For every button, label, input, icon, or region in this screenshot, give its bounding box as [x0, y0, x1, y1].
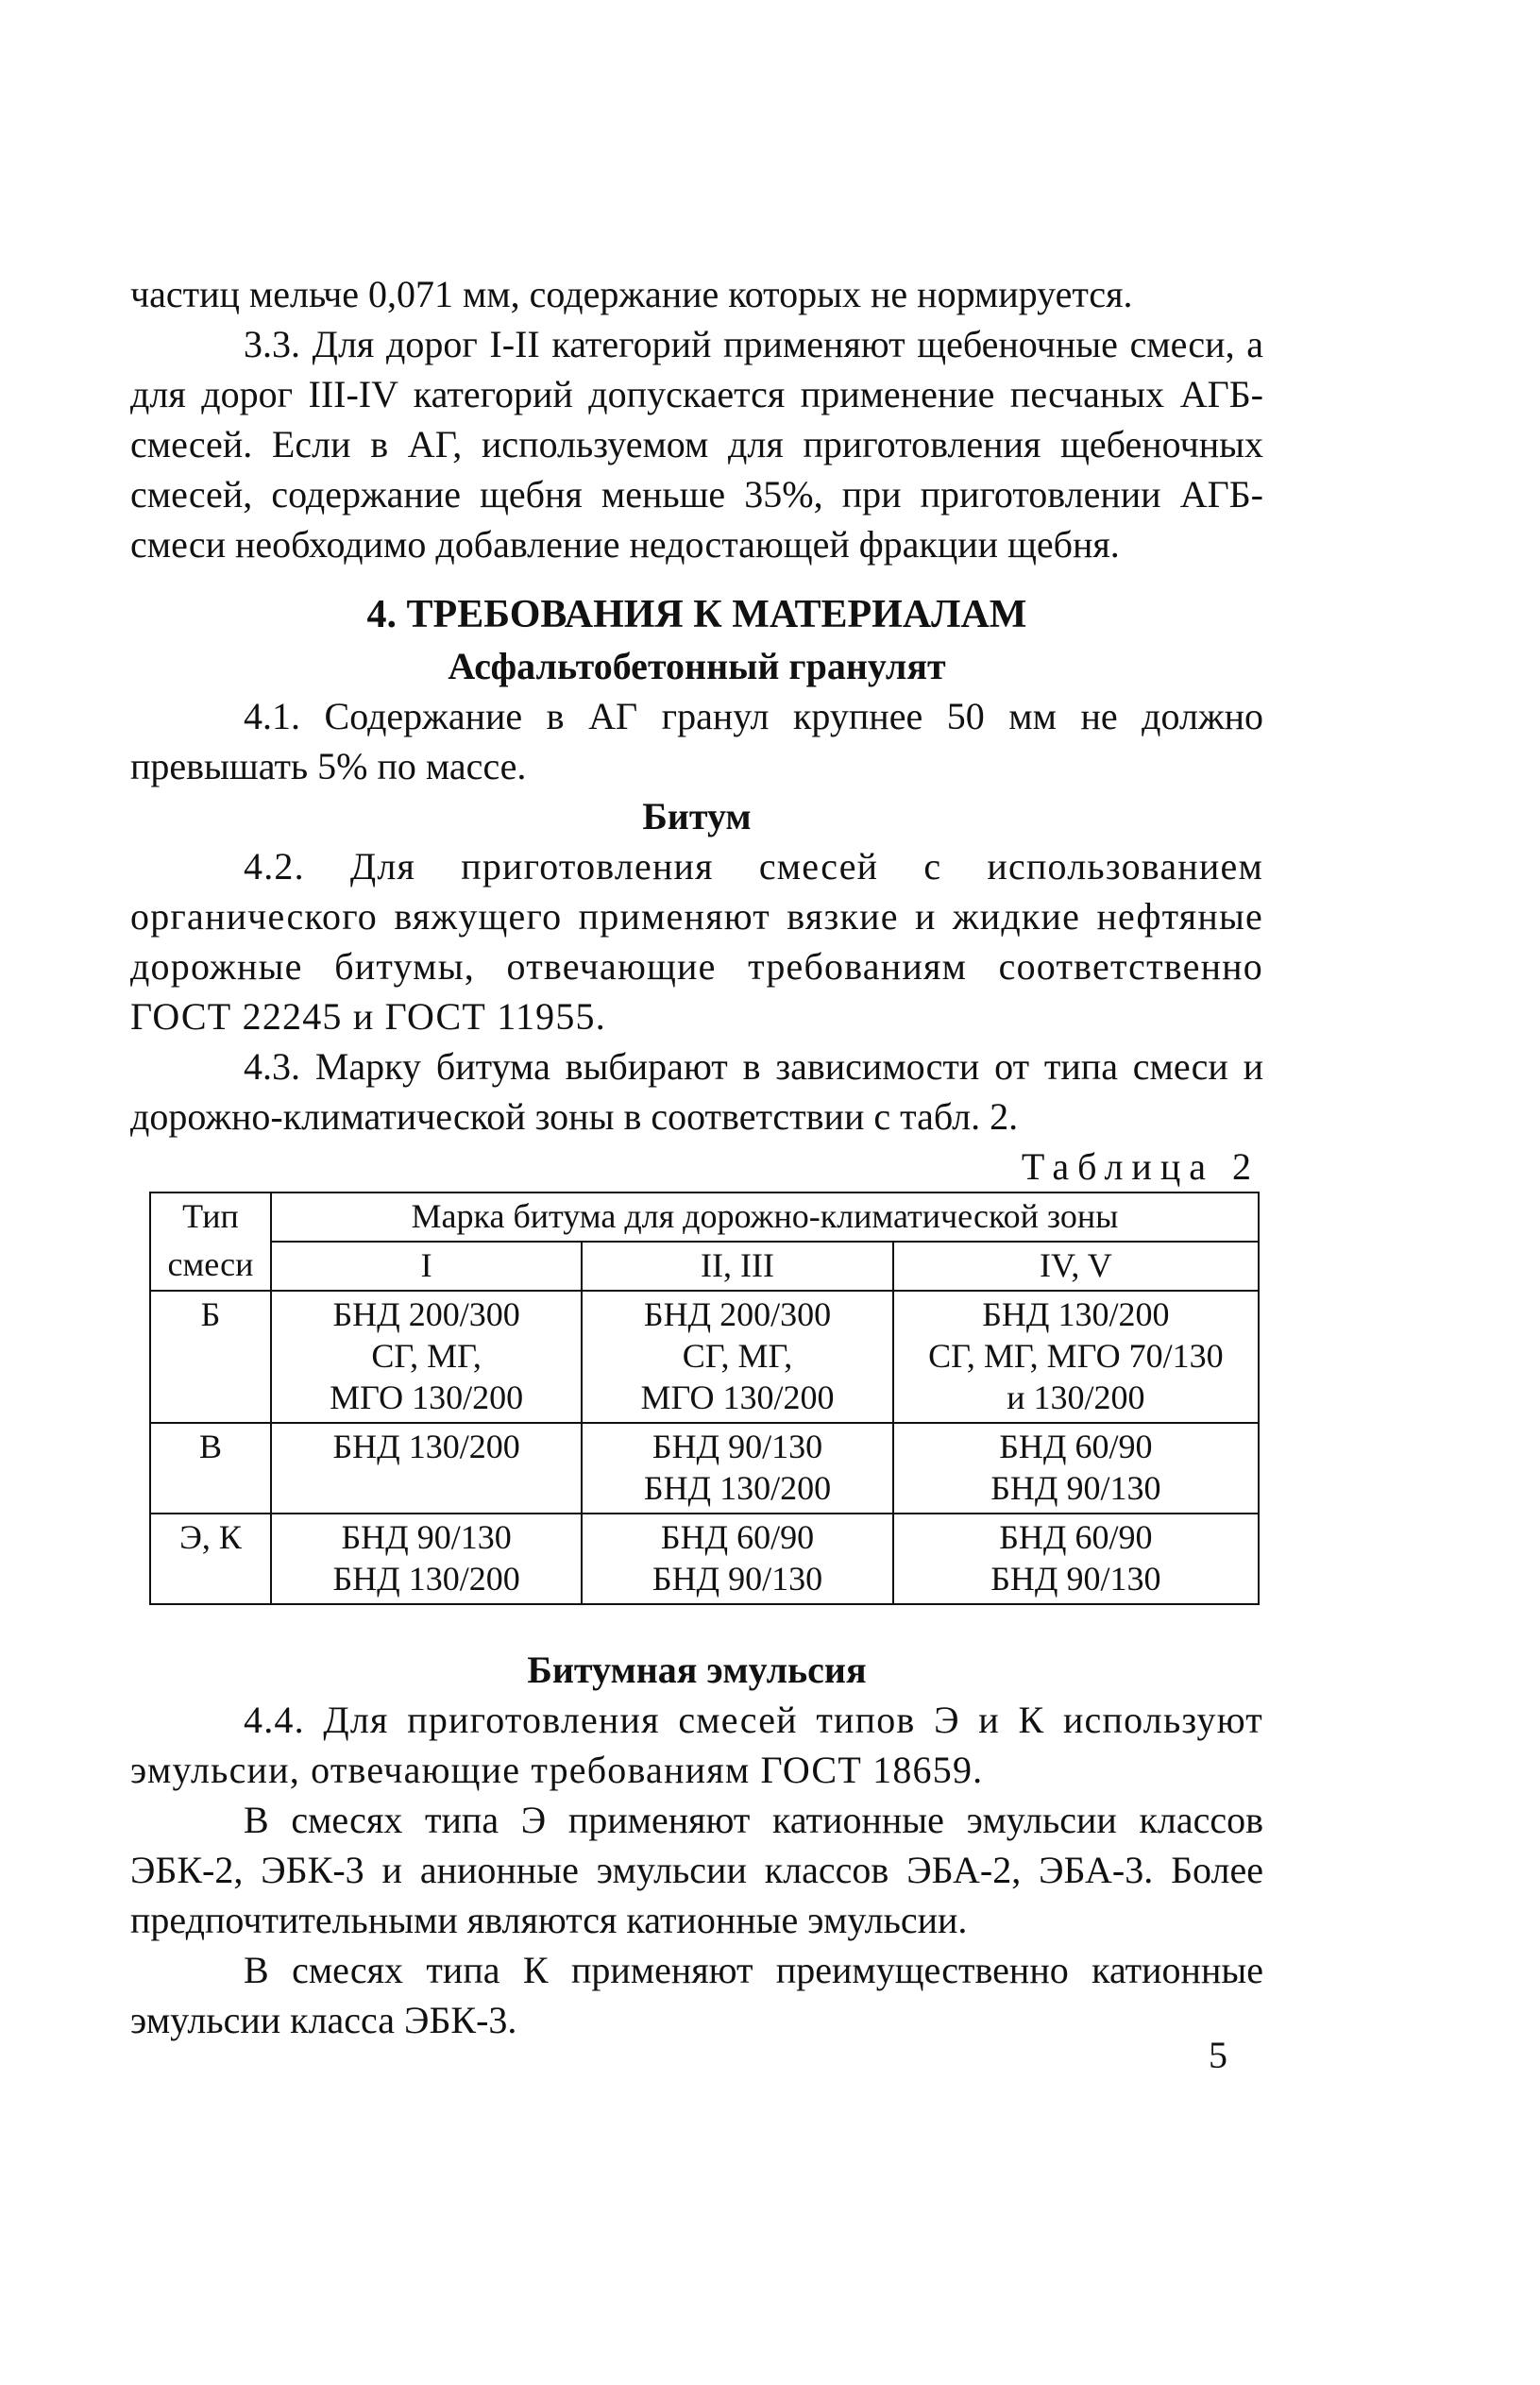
subsection-emulsion: Битумная эмульсия: [527, 1649, 867, 1691]
table-cell: БНД 60/90 БНД 90/130: [893, 1514, 1259, 1604]
zone-header: II, III: [582, 1242, 892, 1291]
table-cell: БНД 90/130 БНД 130/200: [271, 1514, 582, 1604]
table-cell: БНД 130/200 СГ, МГ, МГО 70/130 и 130/200: [893, 1291, 1259, 1423]
header-type-continued: смеси: [150, 1242, 271, 1291]
page-body: [130, 269, 1263, 2045]
paragraph-3-3: 3.3. Для дорог I-II категорий применяют щебеночные смеси, а для дорог III-IV категорий допускается применение песчаных АГБ-смесей. Если в АГ, используемом для приготовления щебеночных смесей, содержание щебня меньше 35%, при приготовлении АГБ-смеси необходимо добавление недостающей фракции щебня.: [130, 323, 1263, 566]
table-cell: БНД 90/130 БНД 130/200: [582, 1423, 892, 1514]
bitumen-table: [149, 1192, 1260, 1605]
table-row: [150, 1291, 1259, 1423]
section-title: 4. ТРЕБОВАНИЯ К МАТЕРИАЛАМ: [366, 593, 1027, 636]
table-row: [150, 1514, 1259, 1604]
paragraph-type-e: В смесях типа Э применяют катионные эмульсии классов ЭБК-2, ЭБК-3 и анионные эмульсии классов ЭБА-2, ЭБА-3. Более предпочтительными являются катионные эмульсии.: [130, 1799, 1263, 1941]
paragraph-4-2: 4.2. Для приготовления смесей с использованием органического вяжущего применяют вязкие и жидкие нефтяные дорожные битумы, отвечающие требованиям соответственно ГОСТ 22245 и ГОСТ 11955.: [130, 845, 1263, 1038]
subsection-bitumen: Битум: [642, 795, 752, 837]
paragraph-4-1: 4.1. Содержание в АГ гранул крупнее 50 мм не должно превышать 5% по массе.: [130, 695, 1263, 787]
table-cell: БНД 60/90 БНД 90/130: [582, 1514, 892, 1604]
table-header-row: [150, 1192, 1259, 1242]
table-cell: БНД 130/200: [271, 1423, 582, 1514]
row-type: Э, К: [150, 1514, 271, 1604]
subsection-granulate: Асфальтобетонный гранулят: [448, 645, 946, 687]
zone-header: IV, V: [893, 1242, 1259, 1291]
row-type: В: [150, 1423, 271, 1514]
table-cell: БНД 60/90 БНД 90/130: [893, 1423, 1259, 1514]
header-group: Марка битума для дорожно-климатической зоны: [271, 1192, 1259, 1242]
row-type: Б: [150, 1291, 271, 1423]
paragraph-continuation: частиц мельче 0,071 мм, содержание которых не нормируется.: [130, 273, 1133, 315]
table-zone-row: [150, 1242, 1259, 1291]
paragraph-4-4: 4.4. Для приготовления смесей типов Э и К используют эмульсии, отвечающие требованиям ГОСТ 18659.: [130, 1699, 1263, 1791]
table-cell: БНД 200/300 СГ, МГ, МГО 130/200: [582, 1291, 892, 1423]
page-number: 5: [1209, 2034, 1227, 2076]
table-row: [150, 1423, 1259, 1514]
zone-header: I: [271, 1242, 582, 1291]
header-type: Тип: [150, 1192, 271, 1242]
table-caption: Таблица 2: [1021, 1145, 1260, 1188]
paragraph-type-k: В смесях типа К применяют преимущественно катионные эмульсии класса ЭБК-3.: [130, 1949, 1263, 2041]
table-cell: БНД 200/300 СГ, МГ, МГО 130/200: [271, 1291, 582, 1423]
paragraph-4-3: 4.3. Марку битума выбирают в зависимости от типа смеси и дорожно-климатической зоны в соответствии с табл. 2.: [130, 1045, 1263, 1138]
